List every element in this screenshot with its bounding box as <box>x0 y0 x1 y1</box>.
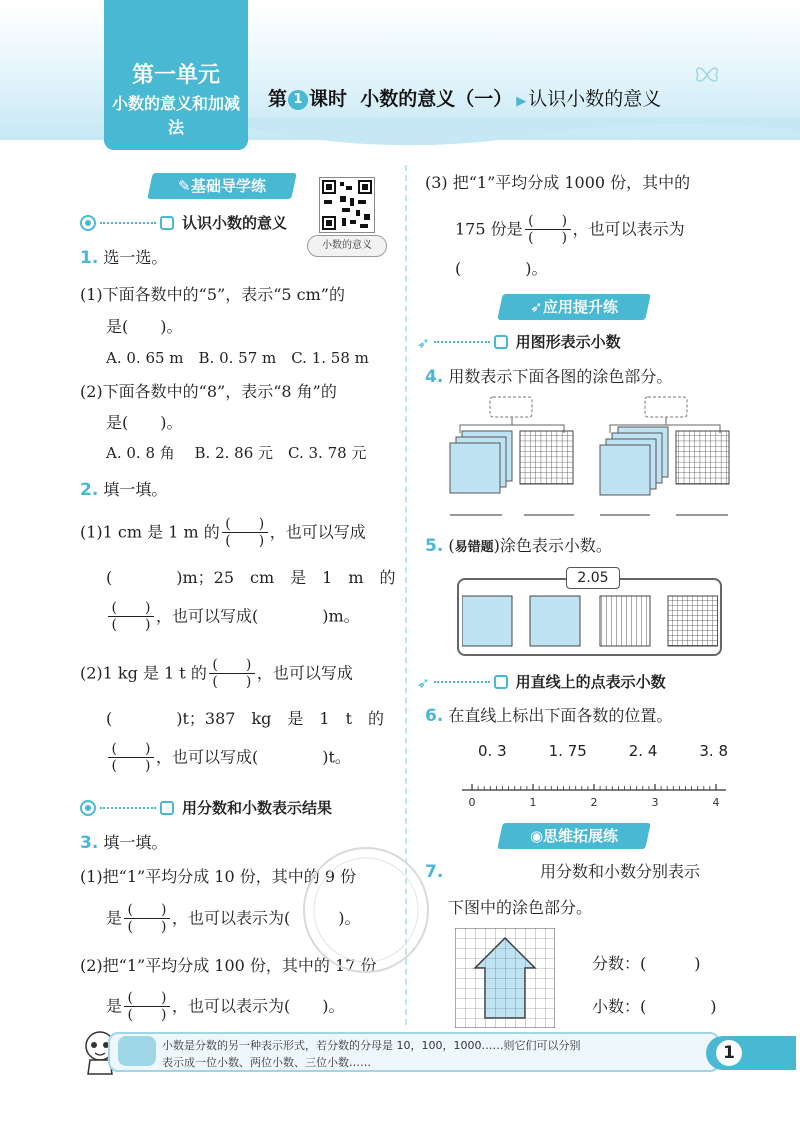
q1-part2-options: A. 0. 8 角 B. 2. 86 元 C. 3. 78 元 <box>106 444 367 462</box>
question-number: 1. <box>80 248 99 268</box>
question-7 <box>425 861 443 883</box>
q7-arrow-grid <box>455 928 555 1028</box>
butterfly-icon <box>694 64 720 86</box>
section-title: 用图形表示小数 <box>515 333 621 351</box>
unit-subtitle: 小数的意义和加减法 <box>112 94 241 137</box>
q7-decimal-answer[interactable]: 小数：( ) <box>592 997 717 1016</box>
q3-part1-line1: (1)把“1”平均分成 10 份，其中的 9 份 <box>80 867 357 886</box>
fraction-blank[interactable]: $\frac{( )}{( )}$ <box>209 657 255 691</box>
lesson-subtitle: 认识小数的意义 <box>528 88 662 110</box>
fraction-blank[interactable]: $\frac{( )}{( )}$ <box>222 516 268 550</box>
q6-value: 0. 3 <box>478 742 507 760</box>
tick-label: 4 <box>712 796 720 809</box>
q7-fraction-answer[interactable]: 分数：( ) <box>592 954 701 973</box>
q2-part2-row3: $\frac{( )}{( )}$ ，也可以写成( )t。 <box>106 741 351 775</box>
tick-label: 2 <box>590 796 598 809</box>
question-stem: 用数表示下面各图的涂色部分。 <box>448 367 673 386</box>
q7-stem-line2: 下图中的涂色部分。 <box>448 898 593 917</box>
q6-value: 2. 4 <box>628 742 658 760</box>
question-stem: 填一填。 <box>103 833 168 852</box>
q3-part2-line2: 是 $\frac{( )}{( )}$ ，也可以表示为( )。 <box>106 990 345 1023</box>
q3-part3-line3[interactable]: ( )。 <box>455 259 548 278</box>
watermark-stamp <box>296 840 436 980</box>
qr-code[interactable] <box>319 177 375 233</box>
q4-figures <box>440 393 740 521</box>
qr-label: 小数的意义 <box>307 235 387 257</box>
fraction-blank[interactable]: $\frac{( )}{( )}$ <box>108 600 154 634</box>
fraction-blank[interactable]: $\frac{( )}{( )}$ <box>525 213 571 247</box>
q5-figures[interactable] <box>462 595 718 647</box>
q7-stem-line1: 用分数和小数分别表示 <box>540 862 701 881</box>
question-stem: 在直线上标出下面各数的位置。 <box>448 706 673 725</box>
qr-pattern-icon <box>320 178 374 232</box>
q2-part2-row1: (2)1 kg 是 1 t 的 $\frac{( )}{( )}$ ，也可以写成 <box>80 657 353 690</box>
section-head-decimal-meaning <box>80 212 287 233</box>
question-number: 4. <box>425 367 444 387</box>
question-number: 3. <box>80 833 99 853</box>
unit-label-box <box>104 0 248 150</box>
q1-part2-line2[interactable]: 是( )。 <box>106 413 183 432</box>
section-title: 用分数和小数表示结果 <box>182 799 333 817</box>
number-line[interactable] <box>458 780 730 820</box>
section-head-graphics <box>417 331 621 352</box>
question-number: 5. <box>425 536 444 556</box>
fraction-blank[interactable]: $\frac{( )}{( )}$ <box>124 902 170 936</box>
q1-part1-line1: (1)下面各数中的“5”，表示“5 cm”的 <box>80 285 345 304</box>
question-3 <box>80 832 167 854</box>
question-stem: 填一填。 <box>103 480 168 499</box>
question-number: 7. <box>425 862 444 882</box>
tick-label: 1 <box>529 796 537 809</box>
section-head-number-line <box>417 671 666 692</box>
question-6 <box>425 705 672 727</box>
section-ribbon-basic <box>147 173 297 199</box>
q1-part2-line1: (2)下面各数中的“8”，表示“8 角”的 <box>80 382 337 401</box>
page-number: 1 <box>716 1040 742 1066</box>
lesson-suffix: 课时 <box>309 88 348 110</box>
question-number: 6. <box>425 706 444 726</box>
lesson-prefix: 第 <box>268 88 288 110</box>
question-number: 2. <box>80 480 99 500</box>
question-2 <box>80 479 167 501</box>
section-title: 认识小数的意义 <box>182 214 288 232</box>
q3-part2-line1: (2)把“1”平均分成 100 份，其中的 17 份 <box>80 956 377 975</box>
q2-part1-row1: (1)1 cm 是 1 m 的 $\frac{( )}{( )}$ ，也可以写成 <box>80 516 366 549</box>
question-4 <box>425 366 672 388</box>
q6-value: 1. 75 <box>548 742 587 760</box>
q3-part3-line1: (3) 把“1”平均分成 1000 份，其中的 <box>425 173 691 192</box>
section-head-fraction-decimal <box>80 797 332 818</box>
tip-box <box>108 1032 720 1072</box>
rocket-icon: ➶ <box>530 298 543 316</box>
ribbon-label: 基础导学练 <box>190 177 266 195</box>
q3-part1-line2: 是 $\frac{( )}{( )}$ ，也可以表示为( )。 <box>106 902 361 935</box>
pencil-icon: ✎ <box>178 177 191 195</box>
rocket-icon: ➶ <box>417 674 430 692</box>
globe-icon: ◉ <box>529 827 544 845</box>
header-wave <box>248 118 800 158</box>
play-arrow-icon: ▶ <box>516 94 527 109</box>
target-icon <box>80 215 96 231</box>
error-prone-tag: 易错题 <box>454 540 494 555</box>
q2-part1-row3: $\frac{( )}{( )}$ ，也可以写成( )m。 <box>106 600 360 634</box>
question-stem: 涂色表示小数。 <box>499 536 612 555</box>
lesson-name: 小数的意义（一） <box>360 88 513 110</box>
question-stem: 选一选。 <box>103 248 168 267</box>
q1-part1-line2[interactable]: 是( )。 <box>106 317 183 336</box>
q6-values <box>478 740 728 762</box>
unit-title: 第一单元 <box>131 63 220 88</box>
section-ribbon-thinking: ◉思维拓展练 <box>497 823 651 849</box>
q5-value-label: 2.05 <box>566 567 620 589</box>
question-1 <box>80 247 167 269</box>
tick-label: 0 <box>468 796 476 809</box>
speech-bubble-icon <box>118 1036 156 1066</box>
question-5: 5. (易错题)涂色表示小数。 <box>425 536 612 556</box>
tip-line-2: 表示成一位小数、两位小数、三位小数…… <box>162 1056 371 1069</box>
section-title: 用直线上的点表示小数 <box>515 673 666 691</box>
q6-value: 3. 8 <box>699 742 728 760</box>
fraction-blank[interactable]: $\frac{( )}{( )}$ <box>124 990 170 1024</box>
q2-part1-row2[interactable]: ( )m；25 cm 是 1 m 的 <box>106 568 396 587</box>
lesson-title <box>268 84 661 111</box>
section-ribbon-application: ➶应用提升练 <box>497 294 651 320</box>
lesson-number: 1 <box>288 90 308 110</box>
q3-part3-line2: 175 份是 $\frac{( )}{( )}$ ，也可以表示为 <box>455 213 685 246</box>
tip-line-1: 小数是分数的另一种表示形式，若分数的分母是 10，100，1000……则它们可以分别 <box>162 1039 581 1052</box>
q1-part1-options: A. 0. 65 m B. 0. 57 m C. 1. 58 m <box>106 349 369 367</box>
q2-part2-row2[interactable]: ( )t；387 kg 是 1 t 的 <box>106 709 385 728</box>
fraction-blank[interactable]: $\frac{( )}{( )}$ <box>108 741 154 775</box>
rocket-icon: ➶ <box>417 334 430 352</box>
target-icon <box>80 800 96 816</box>
page-number-tab <box>706 1036 796 1070</box>
tick-label: 3 <box>651 796 659 809</box>
